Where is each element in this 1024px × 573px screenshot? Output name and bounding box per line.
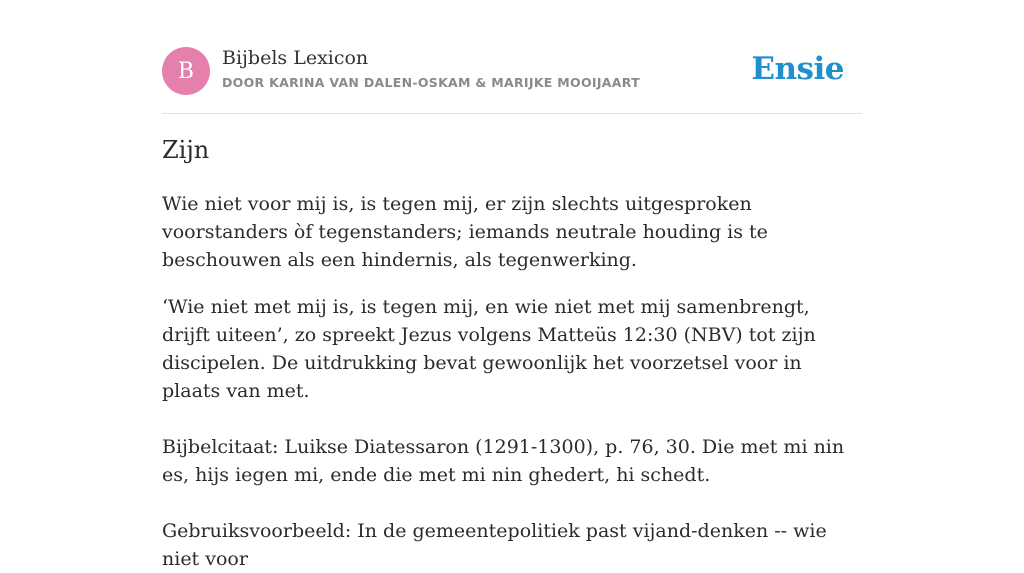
entry-title: Zijn <box>162 136 210 164</box>
entry-bible-quote: Bijbelcitaat: Luikse Diatessaron (1291-1300), p. 76, 30. Die met mi nin es, hijs iegen mi, ende die met mi nin ghedert, hi schedt. <box>162 436 845 486</box>
header <box>162 47 862 97</box>
ensie-logo[interactable]: Ensie <box>751 51 844 87</box>
author-byline: DOOR KARINA VAN DALEN-OSKAM & MARIJKE MOOIJAART <box>222 75 640 90</box>
spacer <box>162 489 862 517</box>
spacer <box>162 405 862 433</box>
book-title[interactable]: Bijbels Lexicon <box>222 47 369 69</box>
header-divider <box>162 113 862 114</box>
avatar[interactable]: B <box>162 47 210 95</box>
entry-content <box>162 190 862 573</box>
entry-example: Gebruiksvoorbeeld: In de gemeentepolitiek past vijand-denken -- wie niet voor <box>162 520 827 570</box>
entry-explanation: ‘Wie niet met mij is, is tegen mij, en wie niet met mij samenbrengt, drijft uiteen’, zo spreekt Jezus volgens Matteüs 12:30 (NBV) tot zijn discipelen. De uitdrukking bevat gewoonlijk het voorzetsel voor in plaats van met. <box>162 296 816 402</box>
entry-definition: Wie niet voor mij is, is tegen mij, er zijn slechts uitgesproken voorstanders òf tegenstanders; iemands neutrale houding is te beschouwen als een hindernis, als tegenwerking. <box>162 193 768 271</box>
